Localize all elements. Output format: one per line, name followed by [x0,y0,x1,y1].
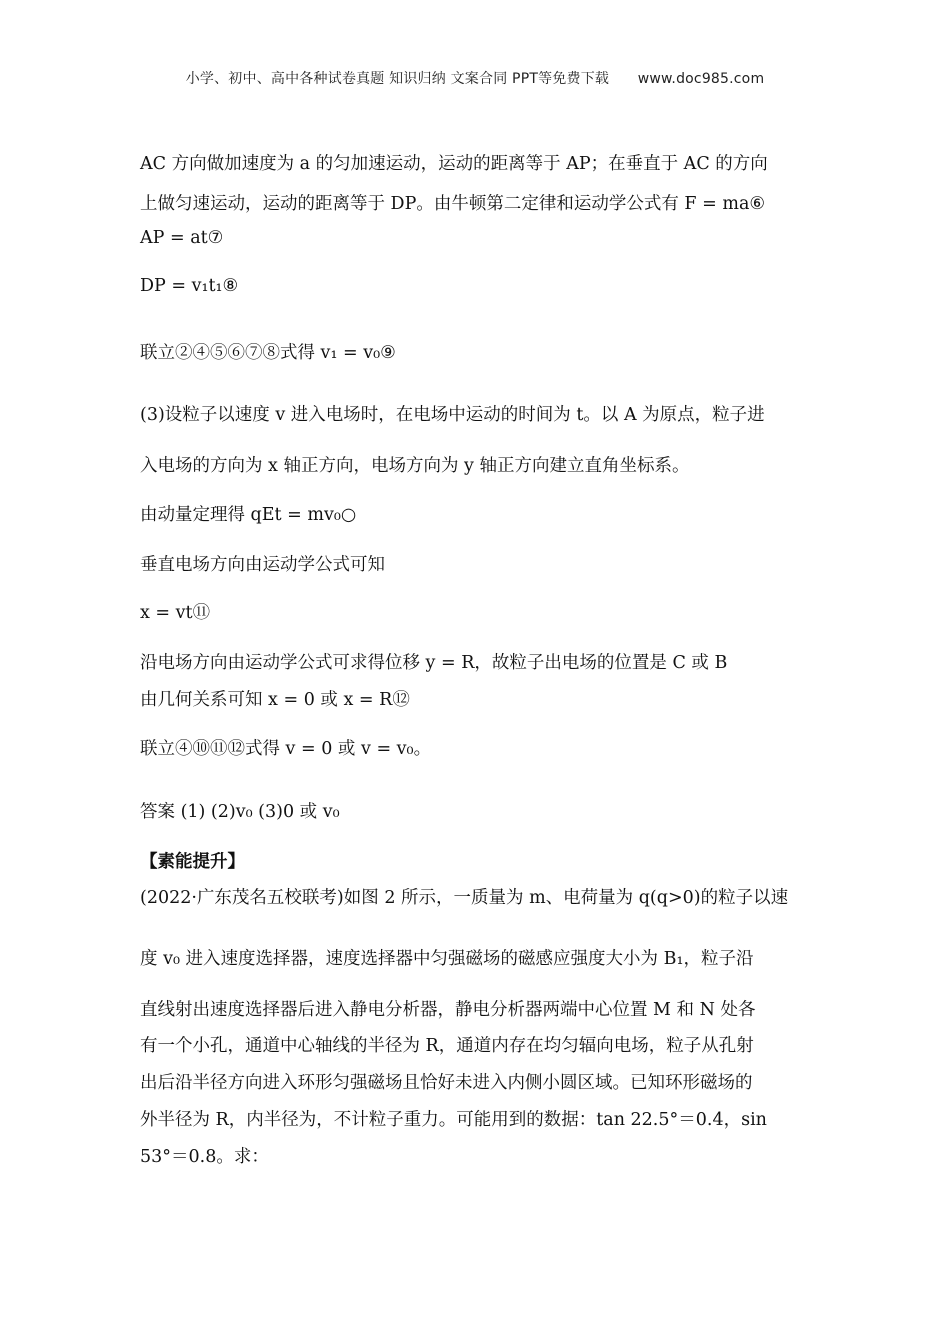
section-heading [140,848,245,873]
problem-line-4 [140,1032,754,1057]
problem-line-6-text: 外半径为 R，内半径为，不计粒子重力。可能用到的数据：tan 22.5°＝0.4，sin [140,1110,767,1130]
problem-line-5 [140,1069,753,1094]
problem-line-4-text: 有一个小孔，通道中心轴线的半径为 R，通道内存在均匀辐向电场，粒子从孔射 [140,1036,754,1056]
problem-line-2-text: 度 v₀ 进入速度选择器，速度选择器中匀强磁场的磁感应强度大小为 B₁，粒子沿 [140,949,754,969]
solution-line-2 [140,190,765,215]
part3-line-2-text: 入电场的方向为 x 轴正方向，电场方向为 y 轴正方向建立直角坐标系。 [140,456,690,476]
line-1-text: AC 方向做加速度为 a 的匀加速运动，运动的距离等于 AP；在垂直于 AC 的方向 [140,154,768,174]
problem-line-3-text: 直线射出速度选择器后进入静电分析器，静电分析器两端中心位置 M 和 N 处各 [140,1000,756,1020]
equation-12-text: 由几何关系可知 x = 0 或 x = R⑫ [140,690,410,710]
combine-line [140,735,431,760]
problem-line-6 [140,1106,767,1131]
perpendicular-line [140,551,385,576]
page-header [0,68,950,88]
equation-9 [140,339,396,364]
problem-line-1 [140,884,788,909]
problem-line-7 [140,1143,269,1168]
problem-line-7-text: 53°＝0.8。求： [140,1147,269,1167]
answer-line-text: 答案 (1) (2)v₀ (3)0 或 v₀ [140,802,340,822]
combine-line-text: 联立④⑩⑪⑫式得 v = 0 或 v = v₀。 [140,739,432,759]
section-heading-text: 【素能提升】 [140,852,245,872]
equation-7 [140,228,223,248]
problem-line-5-text: 出后沿半径方向进入环形匀强磁场且恰好未进入内侧小圆区域。已知环形磁场的 [140,1073,753,1093]
displacement-line [140,649,727,674]
equation-11-text: x = vt⑪ [140,603,211,623]
problem-line-3 [140,996,755,1021]
perpendicular-line-text: 垂直电场方向由运动学公式可知 [140,555,385,575]
line-2-text: 上做匀速运动，运动的距离等于 DP。由牛顿第二定律和运动学公式有 F = ma⑥ [140,194,766,214]
equation-11 [140,599,210,624]
problem-line-1-text: (2022·广东茂名五校联考)如图 2 所示，一质量为 m、电荷量为 q(q>0)的粒子以速 [140,888,789,908]
answer-line [140,798,340,823]
part3-line-2 [140,452,690,477]
momentum-line-text: 由动量定理得 qEt = mv₀○ [140,505,357,525]
solution-line-1 [140,150,768,175]
equation-7-text: AP = at⑦ [140,228,224,248]
equation-12 [140,686,410,711]
equation-9-text: 联立②④⑤⑥⑦⑧式得 v₁ = v₀⑨ [140,343,396,363]
problem-line-2 [140,945,753,970]
equation-8-text: DP = v₁t₁⑧ [140,276,239,296]
part3-line-1-text: (3)设粒子以速度 v 进入电场时，在电场中运动的时间为 t。以 A 为原点，粒子进 [140,405,765,425]
equation-8 [140,276,238,296]
displacement-line-text: 沿电场方向由运动学公式可求得位移 y = R，故粒子出电场的位置是 C 或 B [140,653,728,673]
momentum-line [140,501,356,526]
header-site-url: www.doc985.com [637,71,765,87]
part3-line-1 [140,401,765,426]
header-text: 小学、初中、高中各种试卷真题 知识归纳 文案合同 PPT等免费下载 [185,71,610,87]
